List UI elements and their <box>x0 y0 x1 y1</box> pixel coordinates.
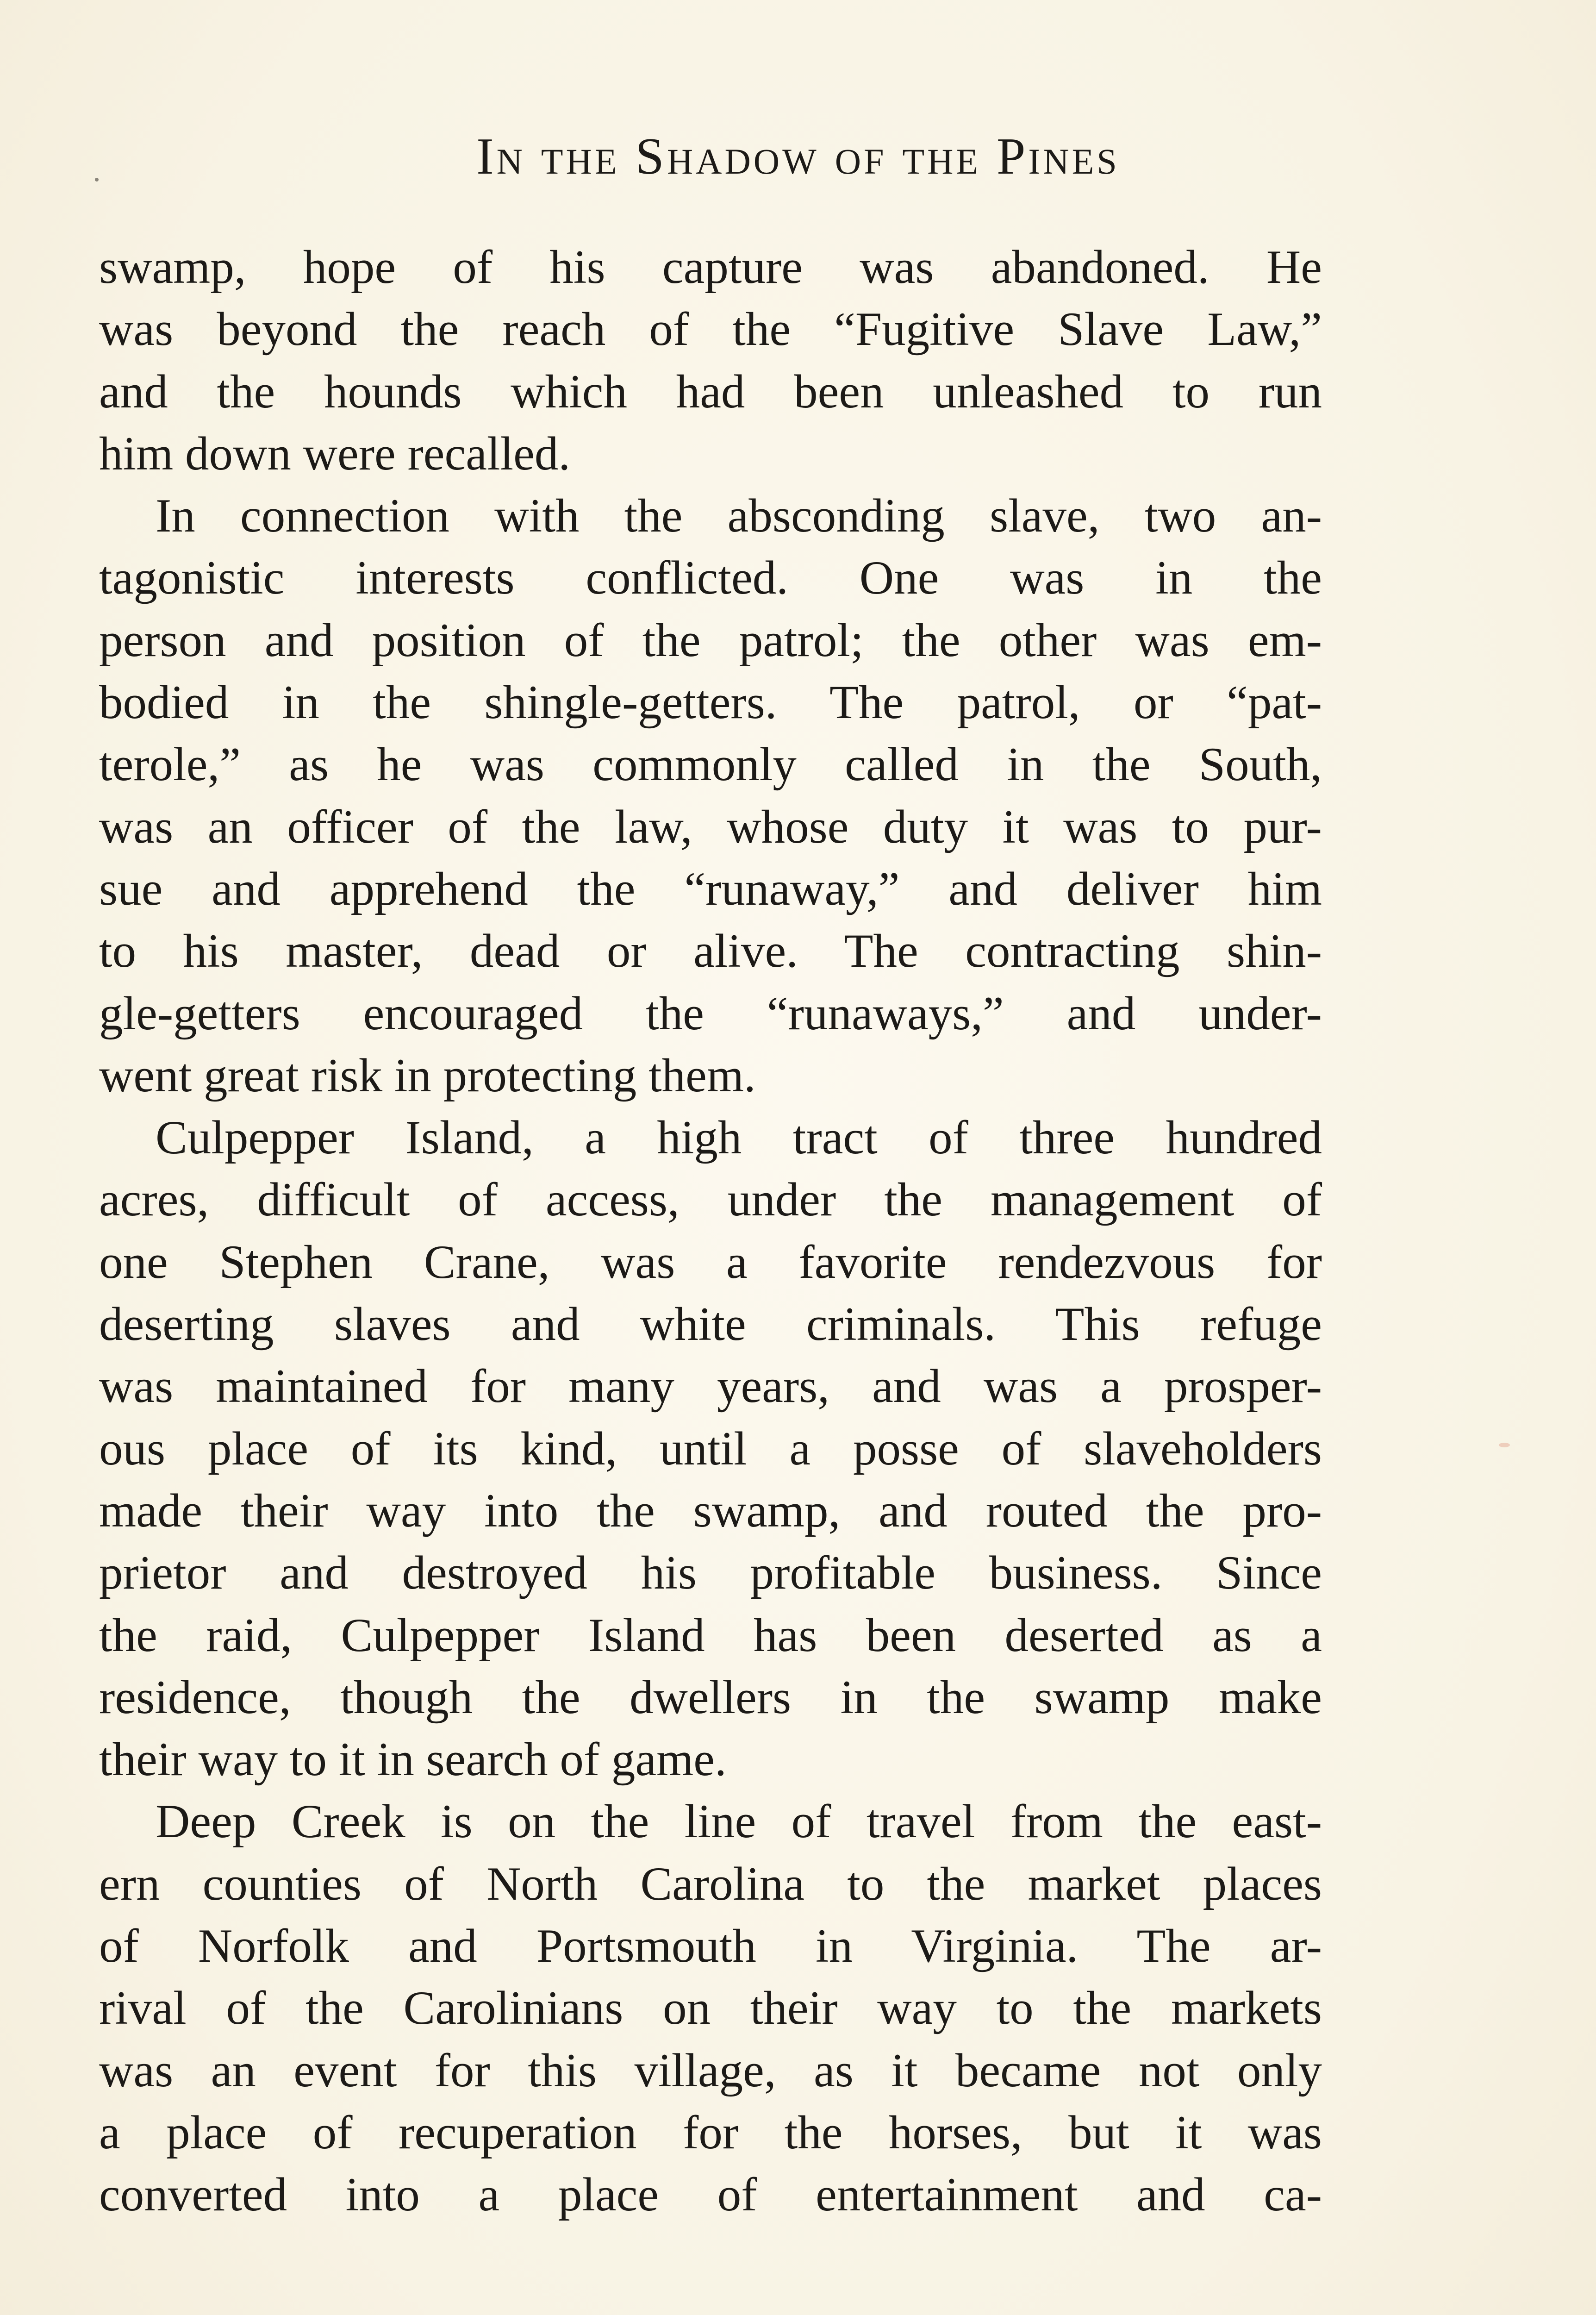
text-line: In connection with the absconding slave, two an- <box>156 489 1322 543</box>
text-line: deserting slaves and white criminals. This refuge <box>99 1298 1322 1351</box>
text-line: sue and apprehend the “runaway,” and deliver him <box>99 862 1322 915</box>
text-line: was maintained for many years, and was a prosper- <box>99 1360 1322 1413</box>
text-line: of Norfolk and Portsmouth in Virginia. The ar- <box>99 1920 1322 1973</box>
text-line: a place of recuperation for the horses, but it was <box>99 2106 1322 2159</box>
text-line: rival of the Carolinians on their way to the markets <box>99 1982 1322 2035</box>
text-line: terole,” as he was commonly called in the South, <box>99 738 1322 791</box>
paper-speck <box>1499 1443 1510 1447</box>
text-line: swamp, hope of his capture was abandoned. He <box>99 241 1322 294</box>
text-line: Deep Creek is on the line of travel from the east- <box>156 1795 1322 1848</box>
text-line: one Stephen Crane, was a favorite rendezvous for <box>99 1235 1322 1289</box>
text-line: tagonistic interests conflicted. One was in the <box>99 551 1322 605</box>
text-line: person and position of the patrol; the other was em- <box>99 613 1322 667</box>
text-line: went great risk in protecting them. <box>99 1049 756 1102</box>
text-line: was beyond the reach of the “Fugitive Slave Law,” <box>99 303 1322 356</box>
text-line: gle-getters encouraged the “runaways,” and under- <box>99 987 1322 1040</box>
text-line: acres, difficult of access, under the management of <box>99 1173 1322 1226</box>
text-line: the raid, Culpepper Island has been deserted as a <box>99 1608 1322 1662</box>
body-text <box>99 236 1322 2226</box>
text-line: was an officer of the law, whose duty it was to pur- <box>99 800 1322 853</box>
text-line: Culpepper Island, a high tract of three hundred <box>156 1111 1322 1164</box>
text-line: converted into a place of entertainment and ca- <box>99 2168 1322 2221</box>
text-line: and the hounds which had been unleashed to run <box>99 365 1322 418</box>
text-line: made their way into the swamp, and routed the pro- <box>99 1484 1322 1537</box>
text-line: prietor and destroyed his profitable business. Since <box>99 1546 1322 1600</box>
text-line: ern counties of North Carolina to the market places <box>99 1857 1322 1910</box>
text-line: to his master, dead or alive. The contracting shin- <box>99 925 1322 978</box>
text-line: ous place of its kind, until a posse of slaveholders <box>99 1422 1322 1475</box>
text-line: residence, though the dwellers in the swamp make <box>99 1671 1322 1724</box>
text-line: him down were recalled. <box>99 427 571 480</box>
running-head: In the Shadow of the Pines <box>476 128 1120 185</box>
text-line: their way to it in search of game. <box>99 1733 727 1786</box>
text-line: bodied in the shingle-getters. The patrol, or “pat- <box>99 676 1322 729</box>
text-line: was an event for this village, as it became not only <box>99 2044 1322 2097</box>
